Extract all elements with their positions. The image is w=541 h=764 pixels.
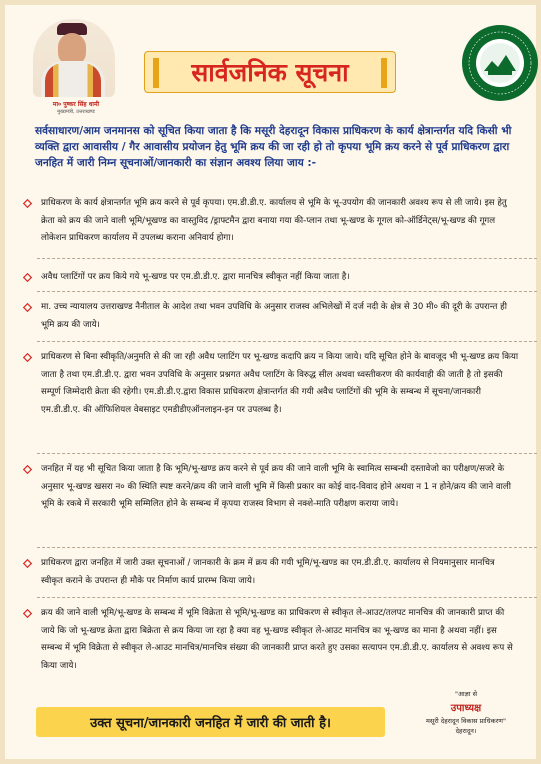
divider bbox=[37, 453, 537, 454]
divider bbox=[37, 258, 537, 259]
sign-role: उपाध्यक्ष bbox=[450, 703, 482, 714]
diamond-bullet-icon bbox=[23, 199, 32, 208]
point-text: जनहित में यह भी सूचित किया जाता है कि भूमि/भू-खण्ड क्रय करने से पूर्व क्रय की जाने वाली भूमि के स्वामित्व सम्बन्धी दस्तावेजो का परीक्षण/सजरे के अनुसार भू-खण्ड खसरा न० की स्थिति स्पष्ट करने/क्रय की जाने वाली भूमि में किसी प्रकार का कोई वाद-विवाद होने अथवा न 1 न होने/क्रय की जाने वाली भूमि के रकबे में सरकारी भूमि सम्मिलित होने के सम्बन्ध में कृपया राजस्व विभाग से नक्शे-माति परीक्षण कराया जाये। bbox=[41, 464, 511, 509]
divider bbox=[37, 291, 537, 292]
footer-banner: उक्त सूचना/जानकारी जनहित में जारी की जाती है। bbox=[36, 707, 385, 737]
sign-place: देहरादून। bbox=[455, 727, 477, 735]
signature-block bbox=[400, 689, 532, 735]
divider bbox=[37, 547, 537, 548]
point-text: प्राधिकरण के कार्य क्षेत्रान्तर्गत भूमि क्रय करने से पूर्व कृपया। एम.डी.डी.ए. कार्यालय से भूमि के भू-उपयोग की जानकारी अवश्य रूप से ली जाये। इस हेतु क्रेता को क्रय की जाने वाली भूमि/भूखण्ड का वास्तुविद /ड्राफ्टमैन द्वारा बनाया गया की-प्लान तथा भू-खण्ड के गूगल को-ऑर्डिनेट्स/भू-खण्ड की गूगल लोकेशन प्राधिकरण कार्यालय में उपलब्ध कराना अनिवार्य होगा। bbox=[41, 198, 507, 243]
diamond-bullet-icon bbox=[23, 353, 32, 362]
diamond-bullet-icon bbox=[23, 273, 32, 282]
diamond-bullet-icon bbox=[23, 559, 32, 568]
mdda-seal-icon bbox=[458, 21, 541, 105]
seal-place: देहरादून bbox=[483, 91, 498, 97]
point-text: मा. उच्च न्यायालय उत्तराखण्ड नैनीताल के आदेश तथा भवन उपविधि के अनुसार राजस्व अभिलेखों में दर्ज नदी के क्षेत्र से 30 मी० की दूरी के उपरान्त ही भूमि क्रय की जाये। bbox=[41, 302, 507, 330]
intro-paragraph: सर्वसाधारण/आम जनमानस को सूचित किया जाता है कि मसूरी देहरादून विकास प्राधिकरण के कार्य क्षेत्रान्तर्गत यदि किसी भी व्यक्ति द्वारा आवासीय / गैर आवासीय प्रयोजन हेतु भूमि क्रय की जा रही हो तो कृपया भूमि क्रय करने से पूर्व प्राधिकरण द्वारा जनहित में जारी निम्न सूचनाओं/जानकारी का संज्ञान अवश्य लिया जाय :- bbox=[35, 125, 512, 169]
point-text: क्रय की जाने वाली भूमि/भू-खण्ड के सम्बन्ध में भूमि विक्रेता से भूमि/भू-खण्ड का प्राधिकरण से स्वीकृत ले-आउट/तलपट मानचित्र की जानकारी प्राप्त की जाये कि जो भू-खण्ड क्रेता द्वारा बिक्रेता से क्रय किया जा रहा है क्या वह भू-खण्ड स्वीकृत ले-आउट मानचित्र का भू-खण्ड का माना है अथवा नहीं। इस सम्बन्ध में भूमि विक्रेता से स्वीकृत ले-आउट मानचित्र/मानचित्र संख्या की जानकारी प्राप्त करते हुए उसका सत्यापन एम.डी.डी.ए. कार्यालय से अवश्य रूप से किया जाये। bbox=[41, 608, 513, 671]
person-title: मुख्यमंत्री, उत्तराखण्ड bbox=[57, 109, 95, 115]
divider bbox=[37, 597, 537, 598]
person-name: मा० पुष्कर सिंह धामी bbox=[52, 101, 100, 108]
sign-org: मसूरी देहरादून विकास प्राधिकरण" bbox=[426, 717, 506, 725]
diamond-bullet-icon bbox=[23, 303, 32, 312]
chief-minister-portrait bbox=[33, 19, 115, 97]
point-text: प्राधिकरण से बिना स्वीकृति/अनुमति से की जा रही अवैध प्लाटिंग पर भू-खण्ड कदापि क्रय न किया जाये। यदि सूचित होने के बावजूद भी भू-खण्ड क्रय किया जाता है तथा एम.डी.डी.ए. द्वारा भवन उपविधि के अनुसार प्रश्नगत अवैध प्लाटिंग के विरुद्ध सील अथवा ध्वस्तीकरण की कार्यवाही की जाती है तो इसकी सम्पूर्ण जिम्मेदारी क्रेता की रहेगी। एम.डी.डी.ए.द्वारा विकास प्राधिकरण क्षेत्रान्तर्गत की गयी अवैध प्लाटिंगों की भूमि के सम्बन्ध में सूचना/जानकारी एम.डी.डी.ए. की ऑफिशियल वेबसाइट एमडीडीएऑनलाइन-इन पर उपलब्ध है। bbox=[41, 352, 519, 415]
title-box bbox=[144, 51, 396, 93]
divider bbox=[37, 341, 537, 342]
sign-order: "आज्ञा से bbox=[455, 690, 477, 698]
page-title: सार्वजनिक सूचना bbox=[191, 58, 349, 87]
point-text: प्राधिकरण द्वारा जनहित में जारी उक्त सूचनाओं / जानकारी के क्रम में क्रय की गयी भूमि/भू-खण्ड का एम.डी.डी.ए. कार्यालय से नियमानुसार मानचित्र स्वीकृत कराने के उपरान्त ही मौके पर निर्माण कार्य प्रारम्भ किया जाये। bbox=[41, 558, 495, 586]
diamond-bullet-icon bbox=[23, 609, 32, 618]
point-text: अवैध प्लाटिंगों पर क्रय किये गये भू-खण्ड पर एम.डी.डी.ए. द्वारा मानचित्र स्वीकृत नहीं किया जाता है। bbox=[41, 272, 350, 282]
diamond-bullet-icon bbox=[23, 465, 32, 474]
